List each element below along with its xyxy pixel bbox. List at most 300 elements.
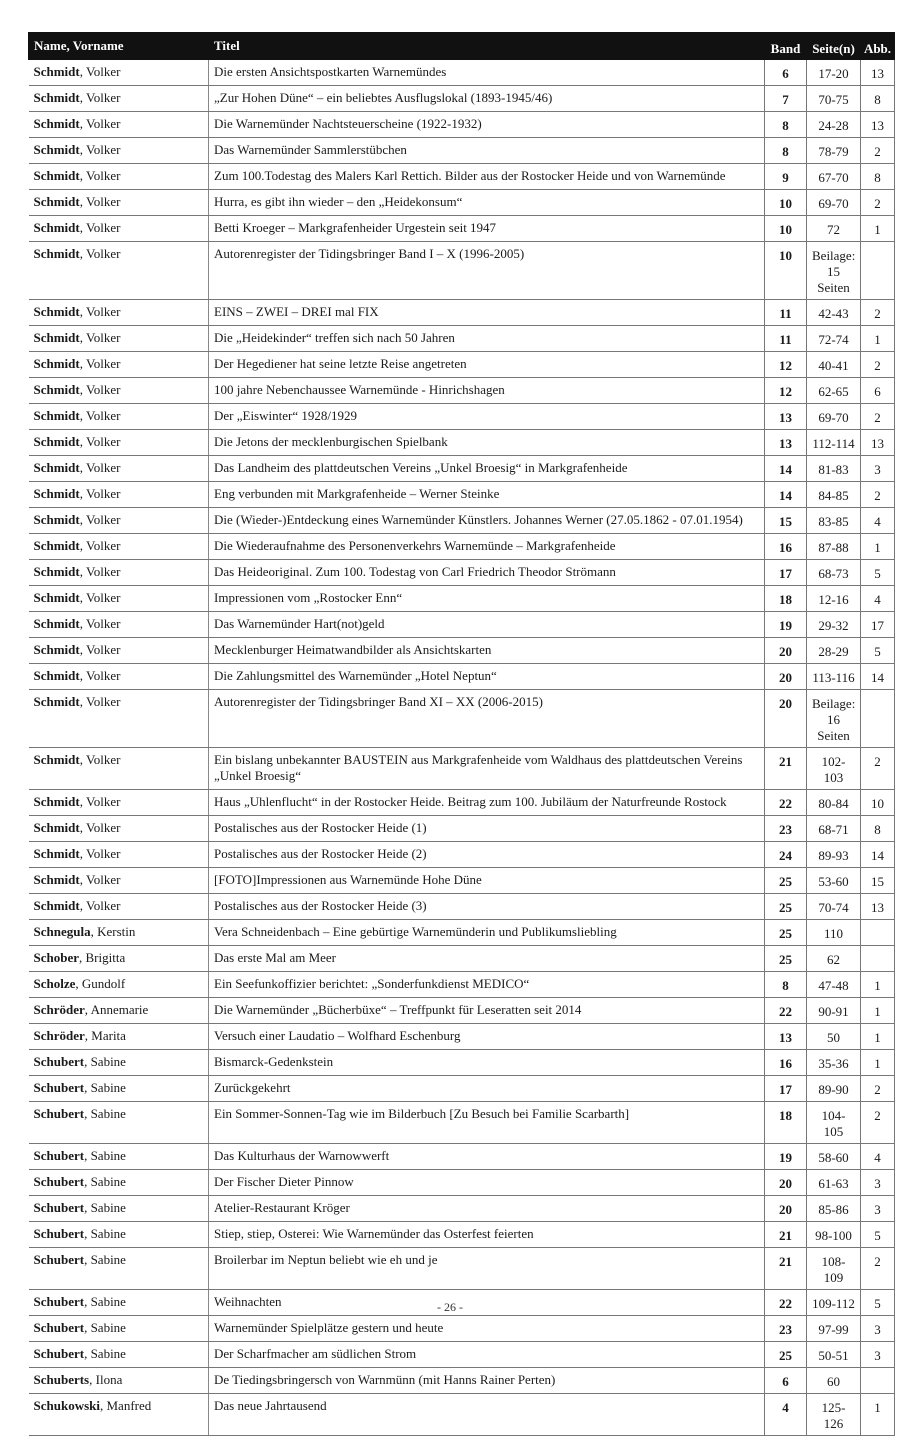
article-title-cell: 100 jahre Nebenchaussee Warnemünde - Hinrichshagen <box>209 378 765 404</box>
author-surname: Schmidt <box>33 408 80 423</box>
pages-cell: 61-63 <box>807 1170 861 1196</box>
band-cell: 25 <box>765 920 807 946</box>
author-surname: Schmidt <box>33 142 80 157</box>
author-name-cell <box>29 1316 209 1342</box>
illustrations-cell: 1 <box>861 1024 895 1050</box>
illustrations-cell: 3 <box>861 1342 895 1368</box>
table-row <box>29 560 895 586</box>
author-surname: Schubert <box>33 1320 85 1335</box>
author-firstname: , Volker <box>79 794 121 809</box>
article-title-cell: Das Heideoriginal. Zum 100. Todestag von Carl Friedrich Theodor Strömann <box>209 560 765 586</box>
article-title-cell: Das Kulturhaus der Warnowwerft <box>209 1144 765 1170</box>
author-name-cell <box>29 1248 209 1290</box>
author-name-cell <box>29 816 209 842</box>
pages-cell: 108-109 <box>807 1248 861 1290</box>
table-row <box>29 790 895 816</box>
illustrations-cell <box>861 1368 895 1394</box>
author-surname: Schmidt <box>33 90 80 105</box>
article-title-cell: Bismarck-Gedenkstein <box>209 1050 765 1076</box>
illustrations-cell: 8 <box>861 164 895 190</box>
author-name-cell <box>29 190 209 216</box>
table-row <box>29 1316 895 1342</box>
author-surname: Schubert <box>33 1200 85 1215</box>
illustrations-cell: 2 <box>861 352 895 378</box>
author-name-cell <box>29 1050 209 1076</box>
author-surname: Schmidt <box>33 356 80 371</box>
author-surname: Schubert <box>33 1080 85 1095</box>
author-name-cell <box>29 748 209 790</box>
illustrations-cell: 3 <box>861 1196 895 1222</box>
author-surname: Schröder <box>33 1002 85 1017</box>
author-firstname: , Volker <box>79 434 121 449</box>
pages-cell: 70-75 <box>807 86 861 112</box>
article-title-cell: Eng verbunden mit Markgrafenheide – Werner Steinke <box>209 482 765 508</box>
band-cell: 8 <box>765 112 807 138</box>
header-pages: Seite(n) <box>807 33 861 60</box>
illustrations-cell: 10 <box>861 790 895 816</box>
table-row <box>29 60 895 86</box>
author-firstname: , Gundolf <box>75 976 126 991</box>
pages-cell: 84-85 <box>807 482 861 508</box>
article-title-cell: Die Warnemünder „Bücherbüxe“ – Treffpunkt für Leseratten seit 2014 <box>209 998 765 1024</box>
article-title-cell: Betti Kroeger – Markgrafenheider Urgestein seit 1947 <box>209 216 765 242</box>
article-title-cell: Hurra, es gibt ihn wieder – den „Heidekonsum“ <box>209 190 765 216</box>
author-name-cell <box>29 920 209 946</box>
author-firstname: , Sabine <box>84 1200 126 1215</box>
article-title-cell: Ein Seefunkoffizier berichtet: „Sonderfunkdienst MEDICO“ <box>209 972 765 998</box>
band-cell: 23 <box>765 1316 807 1342</box>
table-row <box>29 112 895 138</box>
illustrations-cell: 1 <box>861 216 895 242</box>
author-name-cell <box>29 508 209 534</box>
table-row <box>29 1394 895 1436</box>
author-surname: Schmidt <box>33 168 80 183</box>
pages-cell: 80-84 <box>807 790 861 816</box>
pages-cell: 90-91 <box>807 998 861 1024</box>
band-cell: 11 <box>765 300 807 326</box>
article-title-cell: Die ersten Ansichtspostkarten Warnemündes <box>209 60 765 86</box>
author-surname: Schmidt <box>33 512 80 527</box>
article-title-cell: Das Landheim des plattdeutschen Vereins „Unkel Broesig“ in Markgrafenheide <box>209 456 765 482</box>
band-cell: 18 <box>765 586 807 612</box>
author-name-cell <box>29 1368 209 1394</box>
article-title-cell: „Zur Hohen Düne“ – ein beliebtes Ausflugslokal (1893-1945/46) <box>209 86 765 112</box>
table-row <box>29 1222 895 1248</box>
article-title-cell: Stiep, stiep, Osterei: Wie Warnemünder das Osterfest feierten <box>209 1222 765 1248</box>
author-firstname: , Sabine <box>84 1294 126 1309</box>
author-register-table <box>28 32 895 1436</box>
band-cell: 8 <box>765 138 807 164</box>
author-surname: Schmidt <box>33 564 80 579</box>
author-surname: Schmidt <box>33 846 80 861</box>
illustrations-cell: 13 <box>861 60 895 86</box>
band-cell: 15 <box>765 508 807 534</box>
illustrations-cell <box>861 946 895 972</box>
illustrations-cell: 1 <box>861 1394 895 1436</box>
article-title-cell: Das Warnemünder Sammlerstübchen <box>209 138 765 164</box>
pages-cell: 113-116 <box>807 664 861 690</box>
illustrations-cell: 13 <box>861 112 895 138</box>
author-firstname: , Sabine <box>84 1226 126 1241</box>
article-title-cell: Postalisches aus der Rostocker Heide (2) <box>209 842 765 868</box>
illustrations-cell: 1 <box>861 534 895 560</box>
table-header <box>29 33 895 60</box>
table-row <box>29 1170 895 1196</box>
table-row <box>29 378 895 404</box>
header-row <box>29 33 895 60</box>
author-name-cell <box>29 612 209 638</box>
author-name-cell <box>29 378 209 404</box>
band-cell: 25 <box>765 1342 807 1368</box>
band-cell: 12 <box>765 378 807 404</box>
pages-cell: 97-99 <box>807 1316 861 1342</box>
pages-cell: 109-112 <box>807 1290 861 1316</box>
author-surname: Schmidt <box>33 872 80 887</box>
author-firstname: , Volker <box>79 382 121 397</box>
pages-cell: 85-86 <box>807 1196 861 1222</box>
band-cell: 6 <box>765 60 807 86</box>
author-name-cell <box>29 138 209 164</box>
author-name-cell <box>29 946 209 972</box>
table-row <box>29 300 895 326</box>
author-firstname: , Manfred <box>99 1398 152 1413</box>
author-name-cell <box>29 534 209 560</box>
author-surname: Schober <box>33 950 79 965</box>
pages-cell: Beilage: 15 Seiten <box>807 242 861 300</box>
article-title-cell: Zum 100.Todestag des Malers Karl Rettich. Bilder aus der Rostocker Heide und von Warnemünde <box>209 164 765 190</box>
table-row <box>29 920 895 946</box>
article-title-cell: Der Hegediener hat seine letzte Reise angetreten <box>209 352 765 378</box>
illustrations-cell: 8 <box>861 86 895 112</box>
author-firstname: , Volker <box>79 64 121 79</box>
table-row <box>29 1248 895 1290</box>
band-cell: 20 <box>765 664 807 690</box>
author-firstname: , Volker <box>79 590 121 605</box>
band-cell: 21 <box>765 1222 807 1248</box>
illustrations-cell <box>861 690 895 748</box>
band-cell: 16 <box>765 1050 807 1076</box>
illustrations-cell: 4 <box>861 1144 895 1170</box>
article-title-cell: Der Scharfmacher am südlichen Strom <box>209 1342 765 1368</box>
author-name-cell <box>29 972 209 998</box>
illustrations-cell: 5 <box>861 1222 895 1248</box>
band-cell: 22 <box>765 1290 807 1316</box>
article-title-cell: Das neue Jahrtausend <box>209 1394 765 1436</box>
table-row <box>29 1342 895 1368</box>
pages-cell: 78-79 <box>807 138 861 164</box>
band-cell: 13 <box>765 404 807 430</box>
pages-cell: Beilage: 16 Seiten <box>807 690 861 748</box>
table-row <box>29 638 895 664</box>
pages-cell: 67-70 <box>807 164 861 190</box>
pages-cell: 42-43 <box>807 300 861 326</box>
article-title-cell: Die „Heidekinder“ treffen sich nach 50 Jahren <box>209 326 765 352</box>
author-name-cell <box>29 352 209 378</box>
article-title-cell: Ein bislang unbekannter BAUSTEIN aus Markgrafenheide vom Waldhaus des plattdeutschen Vereins „Unkel Broesig“ <box>209 748 765 790</box>
article-title-cell: Haus „Uhlenflucht“ in der Rostocker Heide. Beitrag zum 100. Jubiläum der Naturfreunde Rostock <box>209 790 765 816</box>
band-cell: 17 <box>765 1076 807 1102</box>
author-name-cell <box>29 1102 209 1144</box>
author-firstname: , Volker <box>79 642 121 657</box>
author-surname: Schmidt <box>33 330 80 345</box>
author-surname: Schmidt <box>33 616 80 631</box>
author-name-cell <box>29 1024 209 1050</box>
table-row <box>29 1024 895 1050</box>
author-name-cell <box>29 326 209 352</box>
author-surname: Schubert <box>33 1294 85 1309</box>
author-name-cell <box>29 690 209 748</box>
author-firstname: , Ilona <box>89 1372 123 1387</box>
band-cell: 23 <box>765 816 807 842</box>
pages-cell: 72-74 <box>807 326 861 352</box>
article-title-cell: Postalisches aus der Rostocker Heide (1) <box>209 816 765 842</box>
pages-cell: 17-20 <box>807 60 861 86</box>
pages-cell: 87-88 <box>807 534 861 560</box>
author-firstname: , Annemarie <box>84 1002 149 1017</box>
pages-cell: 81-83 <box>807 456 861 482</box>
pages-cell: 125-126 <box>807 1394 861 1436</box>
band-cell: 20 <box>765 638 807 664</box>
article-title-cell: Atelier-Restaurant Kröger <box>209 1196 765 1222</box>
band-cell: 20 <box>765 1170 807 1196</box>
author-firstname: , Volker <box>79 246 121 261</box>
table-row <box>29 190 895 216</box>
author-firstname: , Volker <box>79 846 121 861</box>
author-firstname: , Kerstin <box>90 924 136 939</box>
illustrations-cell: 2 <box>861 1076 895 1102</box>
table-body <box>29 60 895 1436</box>
table-row <box>29 404 895 430</box>
band-cell: 10 <box>765 242 807 300</box>
illustrations-cell: 3 <box>861 1316 895 1342</box>
author-surname: Schukowski <box>33 1398 100 1413</box>
table-row <box>29 456 895 482</box>
table-row <box>29 430 895 456</box>
pages-cell: 98-100 <box>807 1222 861 1248</box>
author-surname: Schubert <box>33 1106 85 1121</box>
illustrations-cell: 2 <box>861 190 895 216</box>
illustrations-cell: 15 <box>861 868 895 894</box>
illustrations-cell: 2 <box>861 404 895 430</box>
author-name-cell <box>29 638 209 664</box>
table-row <box>29 972 895 998</box>
author-firstname: , Volker <box>79 616 121 631</box>
article-title-cell: Der Fischer Dieter Pinnow <box>209 1170 765 1196</box>
author-name-cell <box>29 404 209 430</box>
author-firstname: , Volker <box>79 486 121 501</box>
author-surname: Schmidt <box>33 64 80 79</box>
article-title-cell: Weihnachten <box>209 1290 765 1316</box>
pages-cell: 40-41 <box>807 352 861 378</box>
band-cell: 25 <box>765 868 807 894</box>
table-row <box>29 352 895 378</box>
band-cell: 25 <box>765 946 807 972</box>
author-surname: Schmidt <box>33 642 80 657</box>
illustrations-cell: 2 <box>861 138 895 164</box>
pages-cell: 50-51 <box>807 1342 861 1368</box>
author-name-cell <box>29 300 209 326</box>
author-firstname: , Sabine <box>84 1106 126 1121</box>
table-row <box>29 946 895 972</box>
illustrations-cell: 17 <box>861 612 895 638</box>
table-row <box>29 482 895 508</box>
author-firstname: , Brigitta <box>79 950 126 965</box>
pages-cell: 47-48 <box>807 972 861 998</box>
pages-cell: 24-28 <box>807 112 861 138</box>
pages-cell: 60 <box>807 1368 861 1394</box>
table-row <box>29 1050 895 1076</box>
author-surname: Schubert <box>33 1252 85 1267</box>
band-cell: 4 <box>765 1394 807 1436</box>
pages-cell: 62 <box>807 946 861 972</box>
band-cell: 14 <box>765 456 807 482</box>
header-name: Name, Vorname <box>29 33 209 60</box>
band-cell: 20 <box>765 1196 807 1222</box>
author-name-cell <box>29 112 209 138</box>
author-surname: Schubert <box>33 1226 85 1241</box>
band-cell: 10 <box>765 216 807 242</box>
article-title-cell: Impressionen vom „Rostocker Enn“ <box>209 586 765 612</box>
author-firstname: , Marita <box>84 1028 126 1043</box>
author-name-cell <box>29 430 209 456</box>
author-surname: Schmidt <box>33 304 80 319</box>
table-row <box>29 748 895 790</box>
pages-cell: 89-93 <box>807 842 861 868</box>
author-name-cell <box>29 86 209 112</box>
table-row <box>29 534 895 560</box>
author-surname: Scholze <box>33 976 76 991</box>
author-name-cell <box>29 1170 209 1196</box>
author-name-cell <box>29 456 209 482</box>
band-cell: 12 <box>765 352 807 378</box>
author-name-cell <box>29 242 209 300</box>
band-cell: 6 <box>765 1368 807 1394</box>
illustrations-cell: 1 <box>861 998 895 1024</box>
article-title-cell: Die Jetons der mecklenburgischen Spielbank <box>209 430 765 456</box>
author-name-cell <box>29 482 209 508</box>
illustrations-cell: 5 <box>861 560 895 586</box>
author-name-cell <box>29 1342 209 1368</box>
author-firstname: , Volker <box>79 90 121 105</box>
band-cell: 20 <box>765 690 807 748</box>
pages-cell: 58-60 <box>807 1144 861 1170</box>
illustrations-cell: 2 <box>861 482 895 508</box>
author-surname: Schmidt <box>33 460 80 475</box>
band-cell: 21 <box>765 1248 807 1290</box>
illustrations-cell: 3 <box>861 1170 895 1196</box>
author-surname: Schuberts <box>33 1372 90 1387</box>
band-cell: 9 <box>765 164 807 190</box>
author-surname: Schmidt <box>33 116 80 131</box>
article-title-cell: Der „Eiswinter“ 1928/1929 <box>209 404 765 430</box>
illustrations-cell: 14 <box>861 842 895 868</box>
author-name-cell <box>29 1144 209 1170</box>
author-firstname: , Sabine <box>84 1174 126 1189</box>
author-name-cell <box>29 998 209 1024</box>
article-title-cell: [FOTO]Impressionen aus Warnemünde Hohe Düne <box>209 868 765 894</box>
author-surname: Schmidt <box>33 486 80 501</box>
article-title-cell: Mecklenburger Heimatwandbilder als Ansichtskarten <box>209 638 765 664</box>
illustrations-cell: 1 <box>861 1050 895 1076</box>
author-name-cell <box>29 1222 209 1248</box>
article-title-cell: Broilerbar im Neptun beliebt wie eh und je <box>209 1248 765 1290</box>
illustrations-cell: 2 <box>861 1102 895 1144</box>
illustrations-cell: 2 <box>861 1248 895 1290</box>
band-cell: 18 <box>765 1102 807 1144</box>
author-firstname: , Volker <box>79 752 121 767</box>
author-firstname: , Volker <box>79 116 121 131</box>
table-row <box>29 1076 895 1102</box>
author-firstname: , Volker <box>79 304 121 319</box>
table-row <box>29 508 895 534</box>
header-band: Band <box>765 33 807 60</box>
author-firstname: , Volker <box>79 356 121 371</box>
author-firstname: , Volker <box>79 460 121 475</box>
band-cell: 19 <box>765 1144 807 1170</box>
illustrations-cell: 4 <box>861 586 895 612</box>
author-firstname: , Volker <box>79 408 121 423</box>
band-cell: 22 <box>765 998 807 1024</box>
pages-cell: 53-60 <box>807 868 861 894</box>
author-firstname: , Sabine <box>84 1080 126 1095</box>
band-cell: 24 <box>765 842 807 868</box>
band-cell: 11 <box>765 326 807 352</box>
illustrations-cell: 13 <box>861 430 895 456</box>
author-firstname: , Volker <box>79 220 121 235</box>
article-title-cell: Postalisches aus der Rostocker Heide (3) <box>209 894 765 920</box>
author-firstname: , Volker <box>79 898 121 913</box>
illustrations-cell: 5 <box>861 638 895 664</box>
illustrations-cell: 4 <box>861 508 895 534</box>
table-row <box>29 164 895 190</box>
article-title-cell: Die (Wieder-)Entdeckung eines Warnemünder Künstlers. Johannes Werner (27.05.1862 - 07.01.1954) <box>209 508 765 534</box>
table-row <box>29 586 895 612</box>
band-cell: 7 <box>765 86 807 112</box>
article-title-cell: Autorenregister der Tidingsbringer Band XI – XX (2006-2015) <box>209 690 765 748</box>
header-title: Titel <box>209 33 765 60</box>
table-row <box>29 1368 895 1394</box>
table-row <box>29 138 895 164</box>
author-name-cell <box>29 164 209 190</box>
author-firstname: , Sabine <box>84 1320 126 1335</box>
illustrations-cell <box>861 920 895 946</box>
author-surname: Schubert <box>33 1346 85 1361</box>
page-number: - 26 - <box>437 1300 463 1314</box>
table-row <box>29 664 895 690</box>
article-title-cell: EINS – ZWEI – DREI mal FIX <box>209 300 765 326</box>
pages-cell: 69-70 <box>807 190 861 216</box>
author-name-cell <box>29 60 209 86</box>
band-cell: 13 <box>765 430 807 456</box>
article-title-cell: Vera Schneidenbach – Eine gebürtige Warnemünderin und Publikumsliebling <box>209 920 765 946</box>
pages-cell: 68-71 <box>807 816 861 842</box>
author-surname: Schubert <box>33 1054 85 1069</box>
author-firstname: , Volker <box>79 820 121 835</box>
author-surname: Schmidt <box>33 194 80 209</box>
author-surname: Schmidt <box>33 382 80 397</box>
band-cell: 16 <box>765 534 807 560</box>
table-row <box>29 1196 895 1222</box>
author-firstname: , Sabine <box>84 1148 126 1163</box>
author-firstname: , Volker <box>79 194 121 209</box>
pages-cell: 104-105 <box>807 1102 861 1144</box>
table-row <box>29 998 895 1024</box>
author-firstname: , Volker <box>79 668 121 683</box>
author-surname: Schmidt <box>33 538 80 553</box>
band-cell: 10 <box>765 190 807 216</box>
author-name-cell <box>29 868 209 894</box>
author-surname: Schmidt <box>33 434 80 449</box>
